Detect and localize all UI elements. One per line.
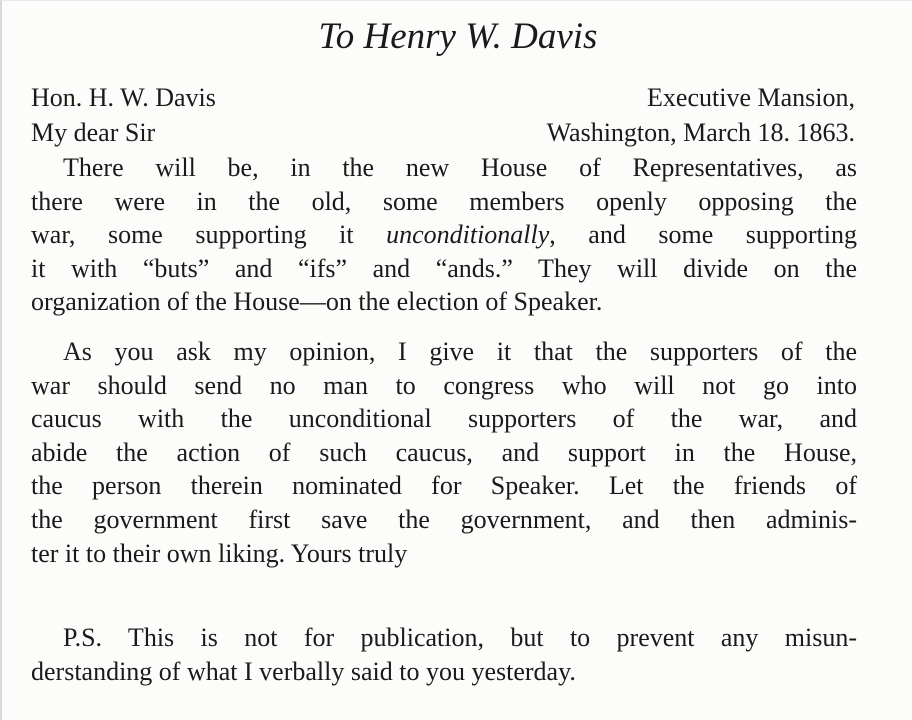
- paragraph-2-line-4: abide the action of such caucus, and support in the House,: [31, 437, 857, 467]
- paragraph-1: [31, 151, 857, 319]
- postscript: [31, 621, 857, 688]
- paragraph-2-line-2: war should send no man to congress who will not go into: [31, 370, 857, 400]
- emphasis-unconditionally: unconditionally: [386, 220, 550, 250]
- paragraph-1-line-4: it with “buts” and “ifs” and “ands.” They will divide on the: [31, 253, 857, 283]
- postscript-line-2: derstanding of what I verbally said to you yesterday.: [31, 656, 576, 686]
- paragraph-2: [31, 335, 857, 570]
- paragraph-1-line-3: [31, 218, 857, 252]
- paragraph-1-line-5: organization of the House—on the election of Speaker.: [31, 287, 603, 317]
- paragraph-2-line-1: As you ask my opinion, I give it that the supporters of the: [63, 337, 857, 366]
- salutation: My dear Sir: [31, 118, 156, 147]
- addressee: Hon. H. W. Davis: [31, 83, 216, 112]
- paragraph-2-line-7: ter it to their own liking. Yours truly: [31, 538, 408, 568]
- paragraph-1-line-3-a: war, some supporting it: [31, 220, 387, 250]
- letter-date: Washington, March 18. 1863.: [546, 118, 855, 147]
- header-row-1: [31, 81, 855, 114]
- paragraph-1-line-2: there were in the old, some members openly opposing the: [31, 186, 857, 216]
- postscript-line-1: P.S. This is not for publication, but to prevent any misun-: [63, 623, 857, 652]
- letter-title: To Henry W. Davis: [318, 16, 598, 57]
- paragraph-2-line-3: caucus with the unconditional supporters of the war, and: [31, 404, 857, 434]
- paragraph-2-line-6: the government first save the government, and then adminis-: [31, 504, 857, 534]
- paragraph-1-line-1: There will be, in the new House of Representatives, as: [63, 153, 857, 182]
- paragraph-1-line-3-b: , and some supporting: [549, 220, 857, 250]
- header-row-2: [31, 116, 855, 149]
- paragraph-2-line-5: the person therein nominated for Speaker. Let the friends of: [31, 471, 857, 501]
- place: Executive Mansion,: [647, 83, 855, 112]
